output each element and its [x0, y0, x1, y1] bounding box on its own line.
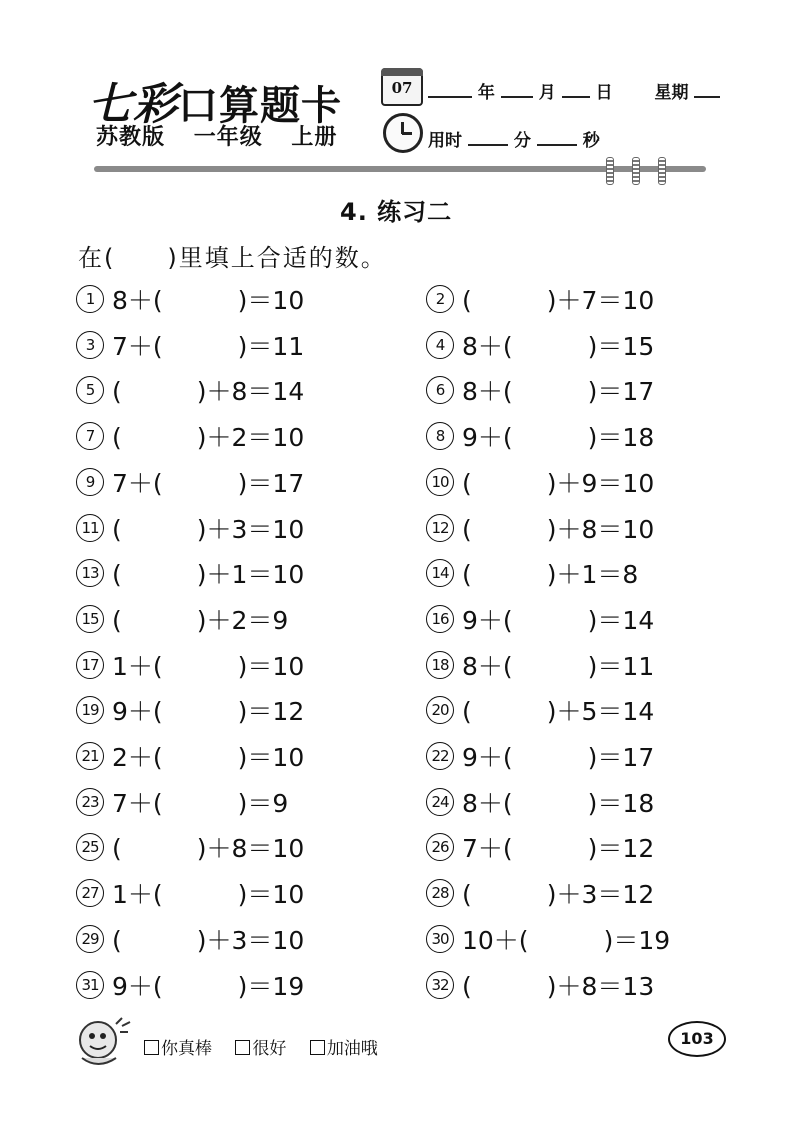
problem-number: 28 [426, 879, 454, 907]
problem-expression[interactable]: 9＋( )＝18 [462, 423, 655, 453]
problem-row [76, 829, 304, 863]
checkbox-icon[interactable] [235, 1040, 250, 1055]
problem-number: 17 [76, 651, 104, 679]
problem-expression[interactable]: 7＋( )＝17 [112, 468, 305, 498]
minute-blank[interactable] [468, 128, 508, 146]
edition-publisher: 苏教版 [96, 125, 166, 150]
problem-row [426, 418, 654, 452]
problem-number: 1 [76, 285, 104, 313]
problem-number: 12 [426, 514, 454, 542]
problem-number: 15 [76, 605, 104, 633]
problem-row [76, 281, 304, 315]
problem-expression[interactable]: 2＋( )＝10 [112, 743, 305, 772]
problem-number: 7 [76, 422, 104, 450]
rating-label: 加油哦 [326, 1039, 378, 1059]
problem-expression[interactable]: ( )＋8＝14 [112, 377, 305, 407]
weekday-blank[interactable] [694, 80, 720, 98]
problem-number: 31 [76, 971, 104, 999]
rating-label: 你真棒 [161, 1039, 212, 1059]
problem-number: 16 [426, 605, 454, 633]
instruction: 在( )里填上合适的数。 [78, 244, 387, 272]
problem-expression[interactable]: ( )＋7＝10 [462, 286, 655, 315]
minute-label: 分 [513, 131, 531, 151]
problem-row [426, 327, 654, 361]
day-blank[interactable] [562, 80, 590, 98]
problem-expression[interactable]: 7＋( )＝9 [112, 788, 289, 818]
rating-option-great[interactable] [144, 1039, 212, 1059]
problem-expression[interactable]: 1＋( )＝10 [112, 651, 305, 681]
problem-number: 13 [76, 559, 104, 587]
problem-row [76, 464, 304, 498]
problem-row [76, 784, 288, 818]
problem-number: 22 [426, 742, 454, 770]
problem-expression[interactable]: ( )＋3＝10 [112, 514, 305, 544]
second-label: 秒 [582, 131, 600, 151]
rating-option-good[interactable] [235, 1039, 286, 1059]
rating-options [144, 1034, 396, 1059]
problem-expression[interactable]: ( )＋8＝10 [462, 514, 655, 544]
problem-row [426, 510, 654, 544]
problem-expression[interactable]: ( )＋1＝8 [462, 560, 639, 590]
problem-expression[interactable]: ( )＋2＝10 [112, 423, 305, 453]
problem-number: 27 [76, 879, 104, 907]
problem-row [426, 372, 654, 406]
mascot-icon [72, 1010, 134, 1072]
problem-number: 19 [76, 696, 104, 724]
problem-expression[interactable]: 9＋( )＝17 [462, 743, 655, 772]
problem-row [426, 601, 654, 635]
problem-expression[interactable]: 8＋( )＝17 [462, 377, 655, 407]
edition-grade: 一年级 [193, 125, 263, 150]
problem-expression[interactable]: 8＋( )＝11 [462, 651, 655, 681]
problem-number: 20 [426, 696, 454, 724]
problem-row [76, 372, 304, 406]
problem-expression[interactable]: 7＋( )＝12 [462, 834, 655, 864]
problem-row [76, 647, 304, 681]
problem-number: 23 [76, 788, 104, 816]
time-label: 用时 [428, 131, 462, 151]
binder-rings-icon [604, 157, 668, 183]
year-blank[interactable] [428, 80, 472, 98]
problem-row [426, 921, 670, 955]
problem-row [426, 967, 654, 1001]
problem-expression[interactable]: ( )＋8＝13 [462, 971, 655, 1001]
problem-expression[interactable]: ( )＋1＝10 [112, 560, 305, 590]
problem-row [426, 738, 654, 772]
page-title: 4. 练习二 [340, 198, 453, 226]
problem-number: 9 [76, 468, 104, 496]
problem-expression[interactable]: 8＋( )＝18 [462, 788, 655, 818]
problem-expression[interactable]: 8＋( )＝15 [462, 331, 655, 361]
calendar-day: 07 [391, 79, 413, 97]
problem-expression[interactable]: ( )＋9＝10 [462, 468, 655, 498]
problem-number: 32 [426, 971, 454, 999]
rating-option-keep-going[interactable] [310, 1039, 378, 1059]
problem-number: 3 [76, 331, 104, 359]
rating-label: 很好 [252, 1039, 287, 1059]
problem-number: 4 [426, 331, 454, 359]
time-fields [428, 126, 600, 151]
second-blank[interactable] [537, 128, 577, 146]
problem-row [76, 510, 304, 544]
problem-number: 5 [76, 376, 104, 404]
problem-number: 11 [76, 514, 104, 542]
problem-row [426, 555, 638, 589]
checkbox-icon[interactable] [310, 1040, 325, 1055]
page-number: 103 [668, 1021, 726, 1057]
edition-line [96, 120, 357, 151]
problem-number: 14 [426, 559, 454, 587]
problem-number: 2 [426, 285, 454, 313]
problem-number: 10 [426, 468, 454, 496]
weekday-label: 星期 [654, 83, 689, 103]
clock-icon [383, 113, 423, 153]
problem-row [76, 692, 304, 726]
problem-row [76, 967, 304, 1001]
problem-expression[interactable]: 10＋( )＝19 [462, 925, 671, 955]
month-blank[interactable] [501, 80, 533, 98]
problem-row [76, 555, 304, 589]
problem-row [426, 829, 654, 863]
problem-expression[interactable]: 1＋( )＝10 [112, 880, 305, 910]
problem-number: 24 [426, 788, 454, 816]
problem-number: 6 [426, 376, 454, 404]
problem-row [426, 692, 654, 726]
brand-rest: 口算题卡 [178, 82, 342, 129]
problem-number: 18 [426, 651, 454, 679]
problem-row [426, 875, 654, 909]
problem-number: 8 [426, 422, 454, 450]
day-label: 日 [595, 83, 613, 103]
problem-number: 21 [76, 742, 104, 770]
problem-row [76, 738, 304, 772]
problem-expression[interactable]: 8＋( )＝10 [112, 286, 305, 315]
problem-row [76, 418, 304, 452]
problem-expression[interactable]: 9＋( )＝12 [112, 697, 305, 727]
problem-expression[interactable]: ( )＋2＝9 [112, 605, 289, 635]
problem-expression[interactable]: 9＋( )＝19 [112, 971, 305, 1001]
problem-expression[interactable]: ( )＋8＝10 [112, 834, 305, 864]
problem-expression[interactable]: ( )＋5＝14 [462, 697, 655, 727]
problem-expression[interactable]: 9＋( )＝14 [462, 605, 655, 635]
problem-row [426, 281, 654, 315]
year-label: 年 [477, 83, 495, 103]
problem-row [426, 647, 654, 681]
calendar-icon [381, 68, 423, 106]
problem-expression[interactable]: ( )＋3＝10 [112, 925, 305, 955]
month-label: 月 [538, 83, 556, 103]
problem-expression[interactable]: 7＋( )＝11 [112, 331, 305, 361]
date-fields [428, 78, 720, 103]
problem-number: 25 [76, 833, 104, 861]
problem-row [426, 464, 654, 498]
problem-row [426, 784, 654, 818]
problem-row [76, 327, 304, 361]
edition-volume: 上册 [291, 125, 338, 150]
problem-expression[interactable]: ( )＋3＝12 [462, 880, 655, 910]
problem-row [76, 601, 288, 635]
problem-number: 26 [426, 833, 454, 861]
problem-number: 30 [426, 925, 454, 953]
problem-number: 29 [76, 925, 104, 953]
problem-row [76, 921, 304, 955]
checkbox-icon[interactable] [144, 1040, 159, 1055]
brand-prefix: 七彩 [88, 79, 178, 130]
problem-row [76, 875, 304, 909]
